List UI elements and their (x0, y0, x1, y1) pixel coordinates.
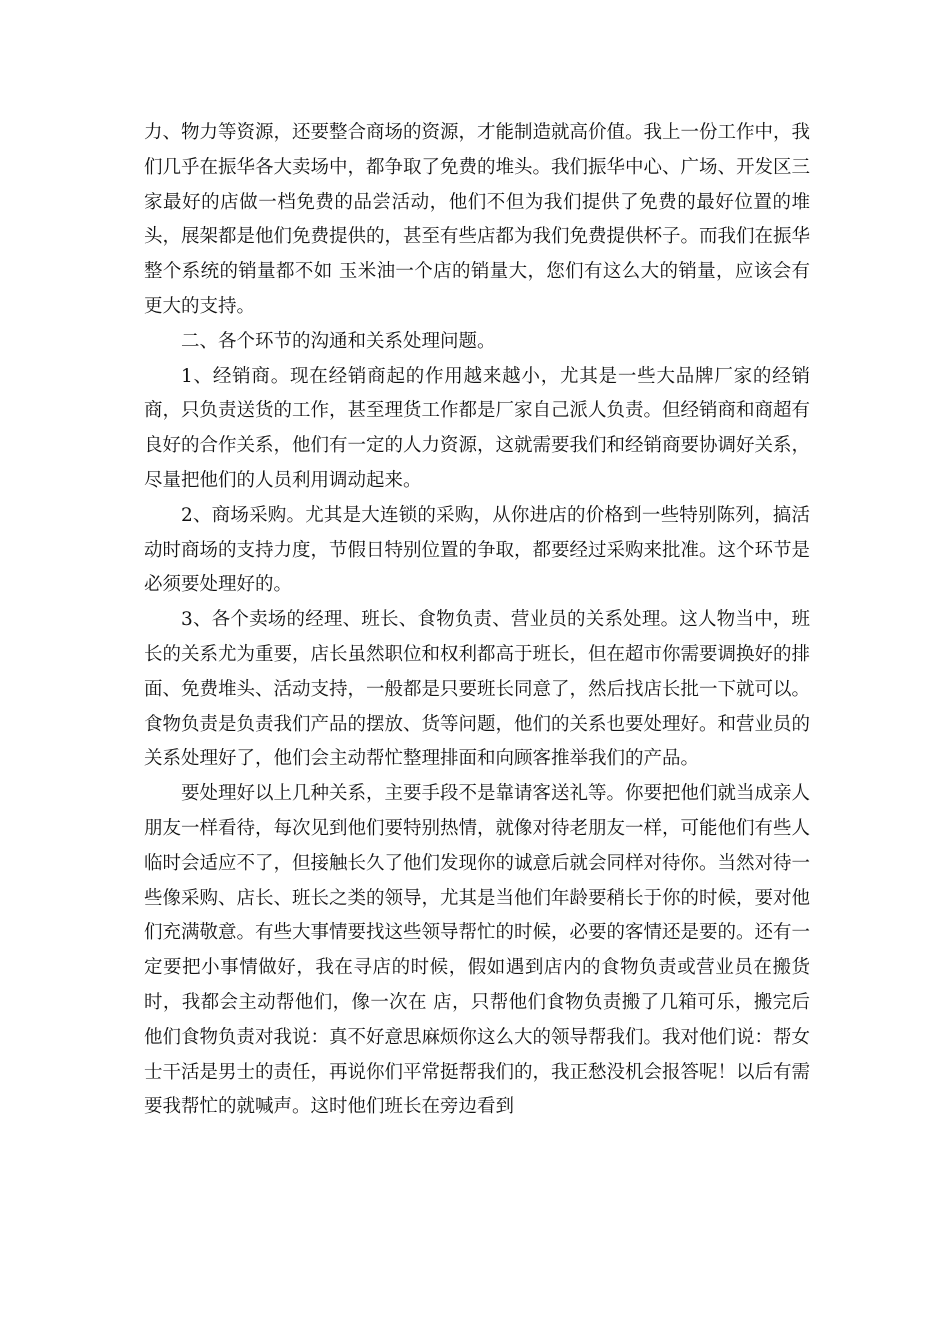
paragraph-distributor: 1、经销商。现在经销商起的作用越来越小，尤其是一些大品牌厂家的经销商，只负责送货的工作，甚至理货工作都是厂家自己派人负责。但经销商和商超有良好的合作关系，他们有一定的人力资源，这就需要我们和经销商要协调好关系，尽量把他们的人员利用调动起来。 (144, 365, 811, 491)
paragraph-relationship-methods: 要处理好以上几种关系，主要手段不是靠请客送礼等。你要把他们就当成亲人朋友一样看待，每次见到他们要特别热情，就像对待老朋友一样，可能他们有些人临时会适应不了，但接触长久了他们发现你的诚意后就会同样对待你。当然对待一些像采购、店长、班长之类的领导，尤其是当他们年龄要稍长于你的时候，要对他们充满敬意。有些大事情要找这些领导帮忙的时候，必要的客情还是要的。还有一定要把小事情做好，我在寻店的时候，假如遇到店内的食物负责或营业员在搬货时，我都会主动帮他们，像一次在 店，只帮他们食物负责搬了几箱可乐，搬完后他们食物负责对我说：真不好意思麻烦你这么大的领导帮我们。我对他们说：帮女士干活是男士的责任，再说你们平常挺帮我们的，我正愁没机会报答呢！以后有需要我帮忙的就喊声。这时他们班长在旁边看到 (144, 783, 811, 1118)
paragraph-store-staff: 3、各个卖场的经理、班长、食物负责、营业员的关系处理。这人物当中，班长的关系尤为重要，店长虽然职位和权利都高于班长，但在超市你需要调换好的排面、免费堆头、活动支持，一般都是只要班长同意了，然后找店长批一下就可以。食物负责是负责我们产品的摆放、货等问题，他们的关系也要处理好。和营业员的关系处理好了，他们会主动帮忙整理排面和向顾客推举我们的产品。 (144, 609, 811, 770)
paragraph-resources: 力、物力等资源，还要整合商场的资源，才能制造就高价值。我上一份工作中，我们几乎在振华各大卖场中，都争取了免费的堆头。我们振华中心、广场、开发区三家最好的店做一档免费的品尝活动，他们不但为我们提供了免费的最好位置的堆头，展架都是他们免费提供的，甚至有些店都为我们免费提供杯子。而我们在振华整个系统的销量都不如 玉米油一个店的销量大，您们有这么大的销量，应该会有更大的支持。 (144, 122, 811, 317)
document-body (144, 116, 810, 1125)
section-heading-communication: 二、各个环节的沟通和关系处理问题。 (181, 330, 496, 352)
paragraph-purchasing: 2、商场采购。尤其是大连锁的采购，从你进店的价格到一些特别陈列，搞活动时商场的支持力度，节假日特别位置的争取，都要经过采购来批准。这个环节是必须要处理好的。 (144, 504, 811, 596)
